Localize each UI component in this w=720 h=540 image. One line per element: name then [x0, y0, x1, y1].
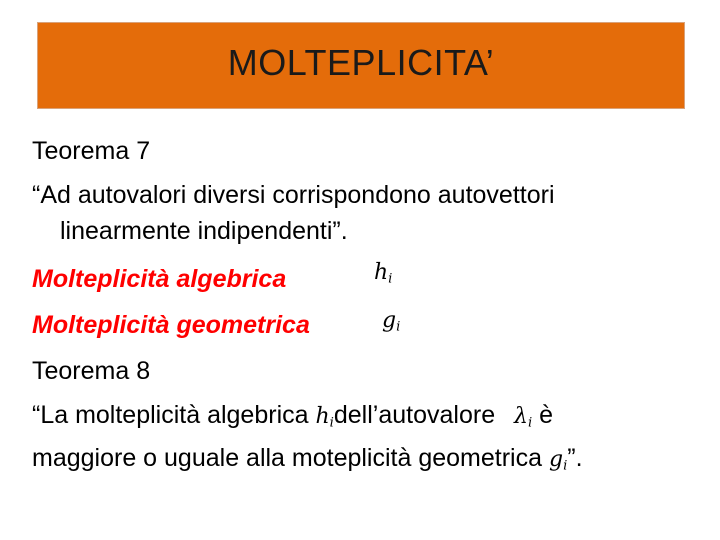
- theorem8-heading: Teorema 8: [32, 357, 151, 385]
- theorem8-part-b: dell’autovalore: [333, 401, 496, 429]
- title-banner: [37, 22, 685, 109]
- theorem8-part-e: ”.: [567, 444, 583, 472]
- theorem8-part-d: maggiore o uguale alla moteplicità geometrica: [32, 444, 543, 472]
- theorem8-statement-line1: [32, 400, 553, 438]
- theorem7-statement-line2: linearmente indipendenti”.: [60, 217, 348, 245]
- symbol-lambda-i: $\lambda_i$: [514, 404, 533, 431]
- geometric-multiplicity-row: [32, 308, 401, 340]
- symbol-h-i: $h_i$: [374, 260, 393, 287]
- algebraic-multiplicity-row: [32, 260, 393, 294]
- theorem8-part-c: è: [539, 401, 554, 429]
- symbol-g-i-inline: $g_i$: [548, 447, 568, 474]
- theorem8-statement-line2: [32, 443, 583, 481]
- theorem7-heading: Teorema 7: [32, 137, 151, 165]
- geometric-multiplicity-label: Molteplicità geometrica: [32, 311, 310, 339]
- symbol-g-i: $g_i$: [382, 308, 401, 335]
- algebraic-multiplicity-label: Molteplicità algebrica: [32, 265, 287, 293]
- theorem8-part-a: “La molteplicità algebrica: [32, 401, 309, 429]
- slide-title: MOLTEPLICITA’: [227, 41, 495, 83]
- theorem7-statement-line1: “Ad autovalori diversi corrispondono autovettori: [32, 181, 555, 209]
- symbol-h-i-inline: $h_i$: [315, 404, 334, 431]
